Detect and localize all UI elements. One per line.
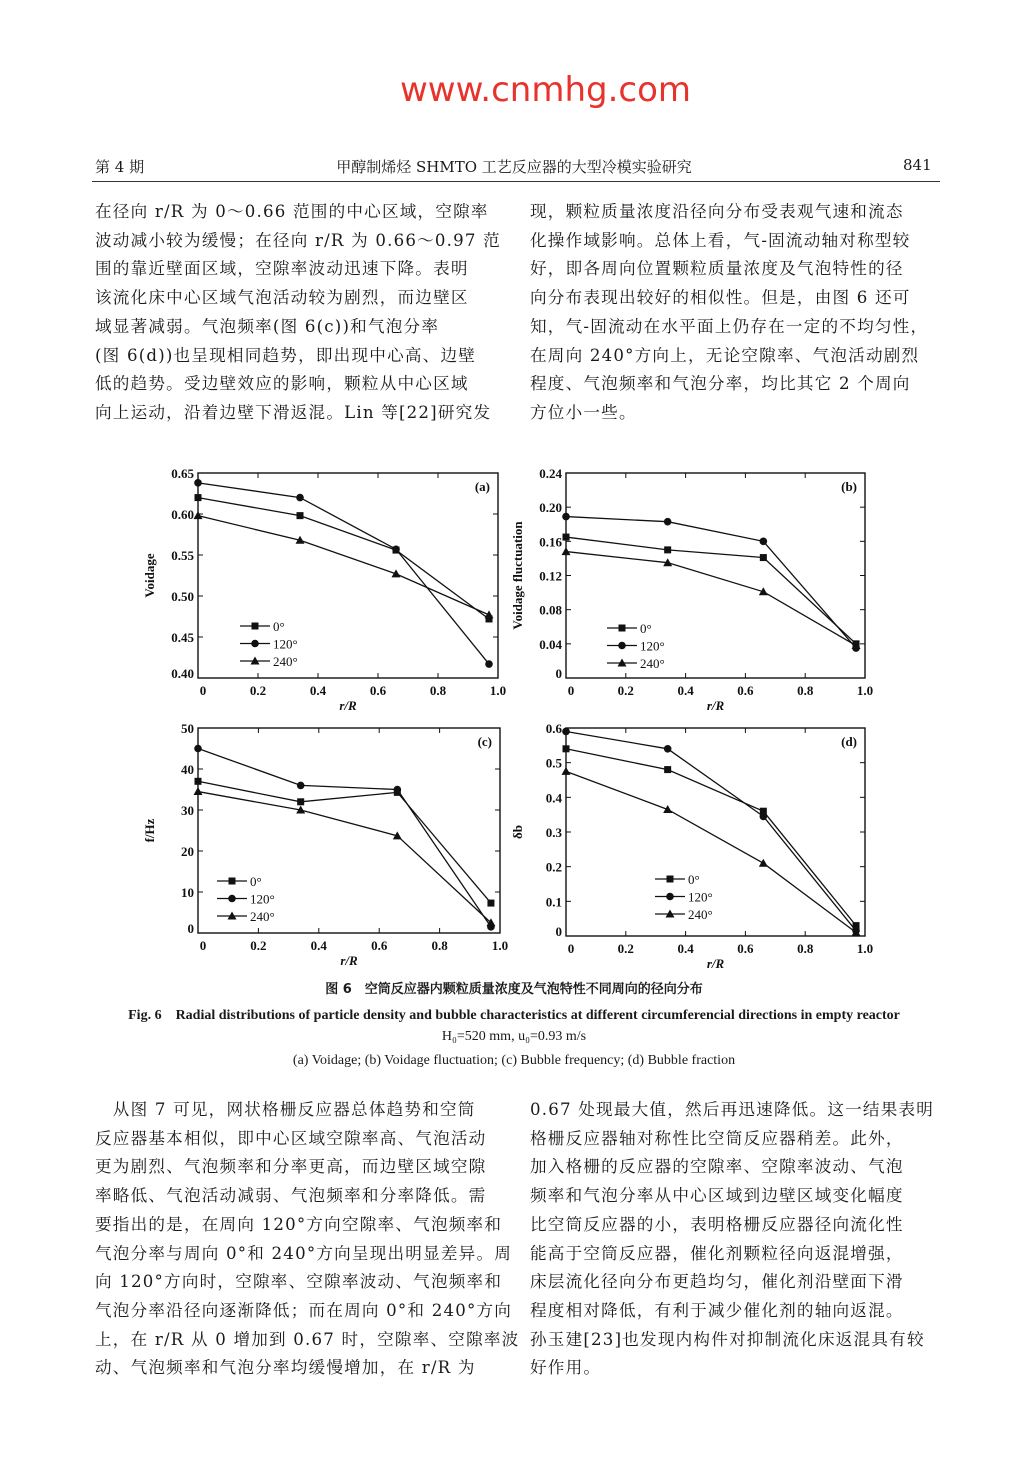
y-axis-label: f/Hz xyxy=(142,818,157,843)
x-tick-label: 0 xyxy=(199,938,207,953)
triangle-marker xyxy=(194,511,203,519)
y-tick-label: 0 xyxy=(555,924,562,939)
text-line: 在径向 r/R 为 0～0.66 范围的中心区域，空隙率 xyxy=(95,202,489,221)
text-line: 能高于空筒反应器，催化剂颗粒径向返混增强， xyxy=(530,1243,904,1263)
legend-label: 120° xyxy=(250,891,275,907)
page-number: 841 xyxy=(903,156,932,174)
x-tick-label: 0.4 xyxy=(310,938,327,953)
y-tick-label: 0.55 xyxy=(171,548,194,563)
text-line: 波动减小较为缓慢；在径向 r/R 为 0.66～0.97 范 xyxy=(95,230,501,250)
text-line: 上，在 r/R 从 0 增加到 0.67 时，空隙率、空隙率波 xyxy=(95,1329,520,1349)
text-line: 比空筒反应器的小，表明格栅反应器径向流化性 xyxy=(530,1214,904,1234)
square-marker xyxy=(252,623,259,630)
square-marker xyxy=(664,766,671,773)
circle-marker xyxy=(760,813,768,821)
text-line: (图 6(d))也呈现相同趋势，即出现中心高、边壁 xyxy=(95,345,477,365)
square-marker xyxy=(667,876,674,883)
square-marker xyxy=(229,878,236,885)
y-tick-label: 20 xyxy=(181,844,194,859)
y-tick-label: 0.6 xyxy=(545,721,562,736)
series-line-circle xyxy=(198,749,491,927)
series-line-square xyxy=(198,498,489,619)
text-line: 要指出的是，在周向 120°方向空隙率、气泡频率和 xyxy=(95,1214,503,1234)
chart-panel-a xyxy=(142,466,506,713)
square-marker xyxy=(487,900,494,907)
y-tick-label: 0.04 xyxy=(539,636,562,652)
panel-label: (a) xyxy=(474,479,490,494)
legend-label: 240° xyxy=(273,654,298,669)
legend-label: 240° xyxy=(250,909,275,924)
legend-label: 0° xyxy=(273,619,285,634)
text-line: 该流化床中心区域气泡活动较为剧烈，而边壁区 xyxy=(95,288,469,308)
running-title: 甲醇制烯烃 SHMTO 工艺反应器的大型冷模实验研究 xyxy=(336,158,692,176)
text-line: 动、气泡频率和气泡分率均缓慢增加，在 r/R 为 xyxy=(95,1358,476,1378)
x-tick-label: 0.8 xyxy=(797,941,814,956)
triangle-marker xyxy=(194,787,203,795)
text-line: 现，颗粒质量浓度沿径向分布受表观气速和流态 xyxy=(530,202,904,221)
circle-marker xyxy=(666,893,674,901)
text-line: 域显著减弱。气泡频率(图 6(c))和气泡分率 xyxy=(95,316,440,336)
panel-label: (c) xyxy=(477,734,492,749)
square-marker xyxy=(297,512,304,519)
y-tick-label: 0.3 xyxy=(545,825,562,840)
series-line-circle xyxy=(198,483,489,664)
chart-panel-c xyxy=(142,721,508,968)
text-line: 低的趋势。受边壁效应的影响，颗粒从中心区域 xyxy=(95,374,469,394)
text-line: 化操作域影响。总体上看，气-固流动轴对称型较 xyxy=(530,230,911,250)
chart-panel-d xyxy=(510,721,873,971)
legend-label: 0° xyxy=(688,872,700,887)
y-tick-label: 10 xyxy=(181,885,194,900)
y-axis-label: δb xyxy=(510,825,525,839)
y-tick-label: 0.40 xyxy=(171,666,194,681)
chart-panel-b xyxy=(510,466,873,713)
x-axis-label: r/R xyxy=(339,698,357,713)
text-line: 0.67 处现最大值，然后再迅速降低。这一结果表明 xyxy=(530,1100,935,1119)
x-tick-label: 0.4 xyxy=(677,941,694,956)
x-tick-label: 0.2 xyxy=(250,938,267,953)
x-tick-label: 0.2 xyxy=(617,941,634,956)
plot-frame xyxy=(198,473,498,678)
text-line: 程度相对降低，有利于减少催化剂的轴向返混。 xyxy=(530,1300,904,1320)
y-tick-label: 0.50 xyxy=(171,589,194,604)
text-line: 向 120°方向时，空隙率、空隙率波动、气泡频率和 xyxy=(95,1272,503,1292)
triangle-marker xyxy=(562,767,571,775)
x-tick-label: 0.4 xyxy=(309,683,327,698)
y-tick-label: 50 xyxy=(181,721,194,736)
text-line: 从图 7 可见，网状格栅反应器总体趋势和空筒 xyxy=(95,1100,476,1119)
plot-frame xyxy=(566,728,865,936)
caption-conditions: H₀=520 mm, u₀=0.93 m/s xyxy=(441,1029,587,1044)
circle-marker xyxy=(392,545,400,553)
square-marker xyxy=(297,798,304,805)
square-marker xyxy=(563,534,570,541)
y-tick-label: 0.16 xyxy=(539,534,562,550)
square-marker xyxy=(195,778,202,785)
circle-marker xyxy=(296,494,304,502)
body-text-bottom-left xyxy=(95,1096,520,1383)
text-line: 气泡分率与周向 0°和 240°方向呈现出明显差异。周 xyxy=(95,1243,513,1263)
y-tick-label: 0 xyxy=(555,666,562,681)
x-tick-label: 1.0 xyxy=(856,683,874,698)
square-marker xyxy=(664,546,671,553)
y-tick-label: 0.24 xyxy=(539,466,562,481)
text-line: 更为剧烈、气泡频率和分率更高，而边壁区域空隙 xyxy=(95,1157,487,1177)
y-tick-label: 0.08 xyxy=(539,602,562,618)
legend-label: 120° xyxy=(640,638,665,654)
text-line: 向上运动，沿着边壁下滑返混。Lin 等[22]研究发 xyxy=(95,402,492,422)
caption-en: Fig. 6 Radial distributions of particle density and bubble characteristics at different circumferencial directions in empty reactor xyxy=(128,1008,900,1023)
x-tick-label: 0 xyxy=(567,683,575,698)
x-tick-label: 0.6 xyxy=(371,938,388,953)
x-tick-label: 0.4 xyxy=(677,683,694,698)
triangle-marker xyxy=(485,610,494,618)
x-tick-label: 0.6 xyxy=(737,683,754,698)
y-tick-label: 0.2 xyxy=(545,859,562,875)
y-tick-label: 30 xyxy=(181,803,194,818)
y-tick-label: 0.20 xyxy=(539,500,562,516)
y-tick-label: 40 xyxy=(181,762,194,777)
circle-marker xyxy=(251,640,259,648)
y-tick-label: 0.60 xyxy=(171,507,194,522)
square-marker xyxy=(760,554,767,561)
x-tick-label: 1.0 xyxy=(491,938,509,953)
circle-marker xyxy=(194,745,202,753)
circle-marker xyxy=(664,745,672,753)
circle-marker xyxy=(485,660,493,668)
x-tick-label: 0.6 xyxy=(369,683,387,698)
text-line: 格栅反应器轴对称性比空筒反应器稍差。此外， xyxy=(530,1128,904,1148)
panel-label: (b) xyxy=(841,479,857,494)
legend-label: 120° xyxy=(688,889,713,905)
legend-label: 240° xyxy=(640,656,665,671)
x-tick-label: 1.0 xyxy=(856,941,874,956)
body-text-bottom-right xyxy=(530,1096,942,1383)
text-line: 向分布表现出较好的相似性。但是，由图 6 还可 xyxy=(530,288,911,308)
circle-marker xyxy=(297,782,305,790)
x-tick-label: 0.8 xyxy=(797,683,814,698)
circle-marker xyxy=(618,642,626,650)
circle-marker xyxy=(760,538,768,546)
legend-label: 240° xyxy=(688,907,713,922)
text-line: 在周向 240°方向上，无论空隙率、气泡活动剧烈 xyxy=(530,345,920,365)
text-line: 反应器基本相似，即中心区域空隙率高、气泡活动 xyxy=(95,1128,487,1148)
circle-marker xyxy=(194,479,202,487)
issue-number: 第 4 期 xyxy=(95,158,145,176)
y-tick-label: 0.12 xyxy=(539,568,562,584)
legend-label: 120° xyxy=(273,636,298,652)
x-tick-label: 0.6 xyxy=(737,941,754,956)
y-axis-label: Voidage fluctuation xyxy=(510,521,525,630)
text-line: 频率和气泡分率从中心区域到边壁区域变化幅度 xyxy=(530,1186,904,1206)
y-tick-label: 0.1 xyxy=(545,894,562,910)
circle-marker xyxy=(228,895,236,903)
y-tick-label: 0.45 xyxy=(171,630,194,645)
text-line: 好，即各周向位置颗粒质量浓度及气泡特性的径 xyxy=(530,259,904,279)
x-tick-label: 0 xyxy=(567,941,575,956)
text-line: 孙玉建[23]也发现内构件对抑制流化床返混具有较 xyxy=(530,1329,925,1349)
x-tick-label: 1.0 xyxy=(489,683,507,698)
plot-frame xyxy=(198,728,500,933)
caption-subpanels: (a) Voidage; (b) Voidage fluctuation; (c) Bubble frequency; (d) Bubble fraction xyxy=(292,1053,736,1068)
square-marker xyxy=(619,625,626,632)
text-line: 程度、气泡频率和气泡分率，均比其它 2 个周向 xyxy=(530,374,911,394)
x-tick-label: 0.8 xyxy=(429,683,447,698)
x-tick-label: 0.2 xyxy=(617,683,634,698)
text-line: 加入格栅的反应器的空隙率、空隙率波动、气泡 xyxy=(530,1157,904,1177)
legend-label: 0° xyxy=(640,621,652,636)
x-tick-label: 0.2 xyxy=(249,683,267,698)
plot-frame xyxy=(566,473,865,678)
square-marker xyxy=(195,494,202,501)
text-line: 围的靠近壁面区域，空隙率波动迅速下降。表明 xyxy=(95,259,469,279)
caption-cn: 图 6 空筒反应器内颗粒质量浓度及气泡特性不同周向的径向分布 xyxy=(325,982,703,997)
text-line: 方位小一些。 xyxy=(530,402,637,422)
legend-label: 0° xyxy=(250,874,262,889)
triangle-marker xyxy=(759,859,768,867)
circle-marker xyxy=(562,513,570,521)
text-line: 气泡分率沿径向逐渐降低；而在周向 0°和 240°方向 xyxy=(95,1300,513,1320)
circle-marker xyxy=(394,786,402,794)
circle-marker xyxy=(562,728,570,736)
y-tick-label: 0.5 xyxy=(545,755,562,771)
text-line: 知，气-固流动在水平面上仍存在一定的不均匀性， xyxy=(530,316,929,336)
y-tick-label: 0 xyxy=(187,921,194,936)
x-tick-label: 0.8 xyxy=(431,938,448,953)
text-line: 床层流化径向分布更趋均匀，催化剂沿壁面下滑 xyxy=(530,1272,904,1292)
x-axis-label: r/R xyxy=(340,953,358,968)
circle-marker xyxy=(664,518,672,526)
text-line: 率略低、气泡活动减弱、气泡频率和分率降低。需 xyxy=(95,1186,487,1206)
series-line-triangle xyxy=(198,516,489,615)
triangle-marker xyxy=(562,547,571,555)
text-line: 好作用。 xyxy=(530,1358,602,1378)
y-axis-label: Voidage xyxy=(142,553,157,598)
x-tick-label: 0 xyxy=(199,683,207,698)
panel-label: (d) xyxy=(841,734,857,749)
square-marker xyxy=(563,745,570,752)
y-tick-label: 0.65 xyxy=(171,466,194,481)
series-line-triangle xyxy=(198,792,491,923)
x-axis-label: r/R xyxy=(706,698,725,713)
y-tick-label: 0.4 xyxy=(545,790,562,806)
watermark: www.cnmhg.com xyxy=(400,70,692,110)
x-axis-label: r/R xyxy=(706,956,725,971)
